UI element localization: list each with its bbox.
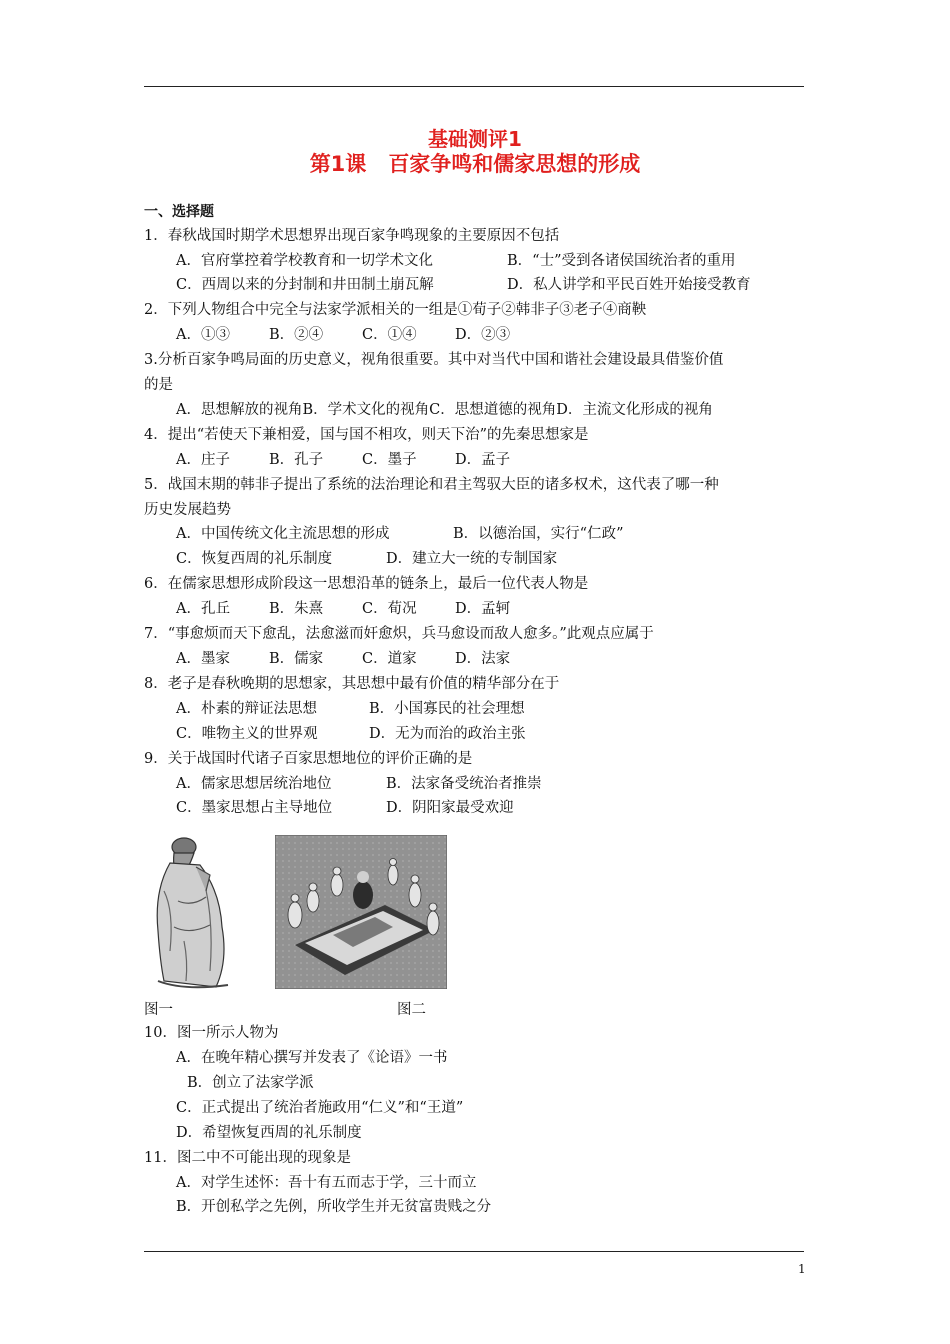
q6-option-c: C．荀况 (362, 601, 417, 617)
q9-option-c: C．墨家思想占主导地位 (176, 800, 333, 816)
q2-option-a: A．①③ (176, 327, 230, 343)
q6-option-d: D．孟轲 (455, 601, 511, 617)
q2-stem: 2．下列人物组合中完全与法家学派相关的一组是①荀子②韩非子③老子④商鞅 (144, 302, 647, 318)
q3-stem-line1: 3.分析百家争鸣局面的历史意义，视角很重要。其中对当代中国和谐社会建设最具借鉴价值 (144, 352, 724, 368)
q3-options: A．思想解放的视角B．学术文化的视角C．思想道德的视角D．主流文化形成的视角 (176, 402, 713, 418)
q6-option-a: A．孔丘 (176, 601, 230, 617)
q7-option-d: D．法家 (455, 651, 511, 667)
q7-option-c: C．道家 (362, 651, 417, 667)
q2-option-b: B．②④ (269, 327, 324, 343)
q5-option-a: A．中国传统文化主流思想的形成 (176, 526, 390, 542)
q7-option-b: B．儒家 (269, 651, 324, 667)
q10-option-b: B．创立了法家学派 (187, 1075, 314, 1091)
lesson-name: 百家争鸣和儒家思想的形成 (388, 152, 641, 176)
figure1-portrait-image (144, 831, 254, 993)
q1-options-row2 (176, 275, 751, 295)
q1-option-a: A．官府掌控着学校教育和一切学术文化 (176, 253, 433, 269)
q5-option-c: C．恢复西周的礼乐制度 (176, 551, 333, 567)
lesson-title (0, 148, 950, 178)
q8-options-row1 (176, 699, 525, 719)
figure2-caption: 图二 (397, 1002, 426, 1018)
q9-stem: 9．关于战国时代诸子百家思想地位的评价正确的是 (144, 751, 473, 767)
q2-option-c: C．①④ (362, 327, 417, 343)
q8-option-b: B．小国寡民的社会理想 (369, 701, 525, 717)
q3-stem-line2: 的是 (144, 377, 173, 393)
test-title: 基础测评1 (428, 127, 522, 151)
q7-stem: 7．“事愈烦而天下愈乱，法愈滋而奸愈炽，兵马愈设而敌人愈多。”此观点应属于 (144, 626, 654, 642)
q4-option-c: C．墨子 (362, 452, 417, 468)
q4-option-d: D．孟子 (455, 452, 511, 468)
q9-options-row1 (176, 774, 542, 794)
q9-option-a: A．儒家思想居统治地位 (176, 776, 332, 792)
q4-option-a: A．庄子 (176, 452, 230, 468)
header-rule (144, 86, 804, 87)
q8-option-d: D．无为而治的政治主张 (369, 726, 526, 742)
q5-options-row2 (176, 549, 557, 569)
q1-stem: 1．春秋战国时期学术思想界出现百家争鸣现象的主要原因不包括 (144, 228, 560, 244)
q1-options-row1 (176, 251, 735, 271)
q6-stem: 6．在儒家思想形成阶段这一思想沿革的链条上，最后一位代表人物是 (144, 576, 589, 592)
q9-options-row2 (176, 798, 514, 818)
q8-stem: 8．老子是春秋晚期的思想家，其思想中最有价值的精华部分在于 (144, 676, 560, 692)
section-heading: 一、选择题 (144, 204, 214, 220)
q10-stem: 10．图一所示人物为 (144, 1025, 279, 1041)
q7-option-a: A．墨家 (176, 651, 230, 667)
figure1-caption: 图一 (144, 1002, 173, 1018)
q5-options-row1 (176, 524, 623, 544)
q8-option-a: A．朴素的辩证法思想 (176, 701, 317, 717)
q8-option-c: C．唯物主义的世界观 (176, 726, 318, 742)
lesson-number: 第1课 (309, 152, 367, 176)
q9-option-d: D．阴阳家最受欢迎 (386, 800, 514, 816)
q10-option-d: D．希望恢复西周的礼乐制度 (176, 1125, 362, 1141)
q4-option-b: B．孔子 (269, 452, 324, 468)
q8-options-row2 (176, 724, 526, 744)
q6-option-b: B．朱熹 (269, 601, 324, 617)
q11-option-a: A．对学生述怀：吾十有五而志于学，三十而立 (176, 1175, 477, 1191)
q10-option-a: A．在晚年精心撰写并发表了《论语》一书 (176, 1050, 448, 1066)
page-number: 1 (798, 1262, 806, 1276)
q4-stem: 4．提出“若使天下兼相爱，国与国不相攻，则天下治”的先秦思想家是 (144, 427, 589, 443)
q5-stem-line1: 5．战国末期的韩非子提出了系统的法治理论和君主驾驭大臣的诸多权术，这代表了哪一种 (144, 477, 719, 493)
q7-options (176, 649, 510, 669)
q5-stem-line2: 历史发展趋势 (144, 502, 231, 518)
q1-option-b: B．“士”受到各诸侯国统治者的重用 (507, 253, 736, 269)
q1-option-d: D．私人讲学和平民百姓开始接受教育 (507, 277, 751, 293)
q2-options (176, 325, 510, 345)
q2-option-d: D．②③ (455, 327, 511, 343)
q11-option-b: B．开创私学之先例，所收学生并无贫富贵贱之分 (176, 1199, 492, 1215)
q5-option-b: B．以德治国，实行“仁政” (453, 526, 624, 542)
q9-option-b: B．法家备受统治者推崇 (386, 776, 542, 792)
q5-option-d: D．建立大一统的专制国家 (386, 551, 558, 567)
q10-option-c: C．正式提出了统治者施政用“仁义”和“王道” (176, 1100, 464, 1116)
q11-stem: 11．图二中不可能出现的现象是 (144, 1150, 351, 1166)
figure2-classroom-scene-image (275, 835, 447, 989)
q4-options (176, 450, 510, 470)
footer-rule (144, 1251, 804, 1252)
q1-option-c: C．西周以来的分封制和井田制土崩瓦解 (176, 277, 434, 293)
q6-options (176, 599, 510, 619)
